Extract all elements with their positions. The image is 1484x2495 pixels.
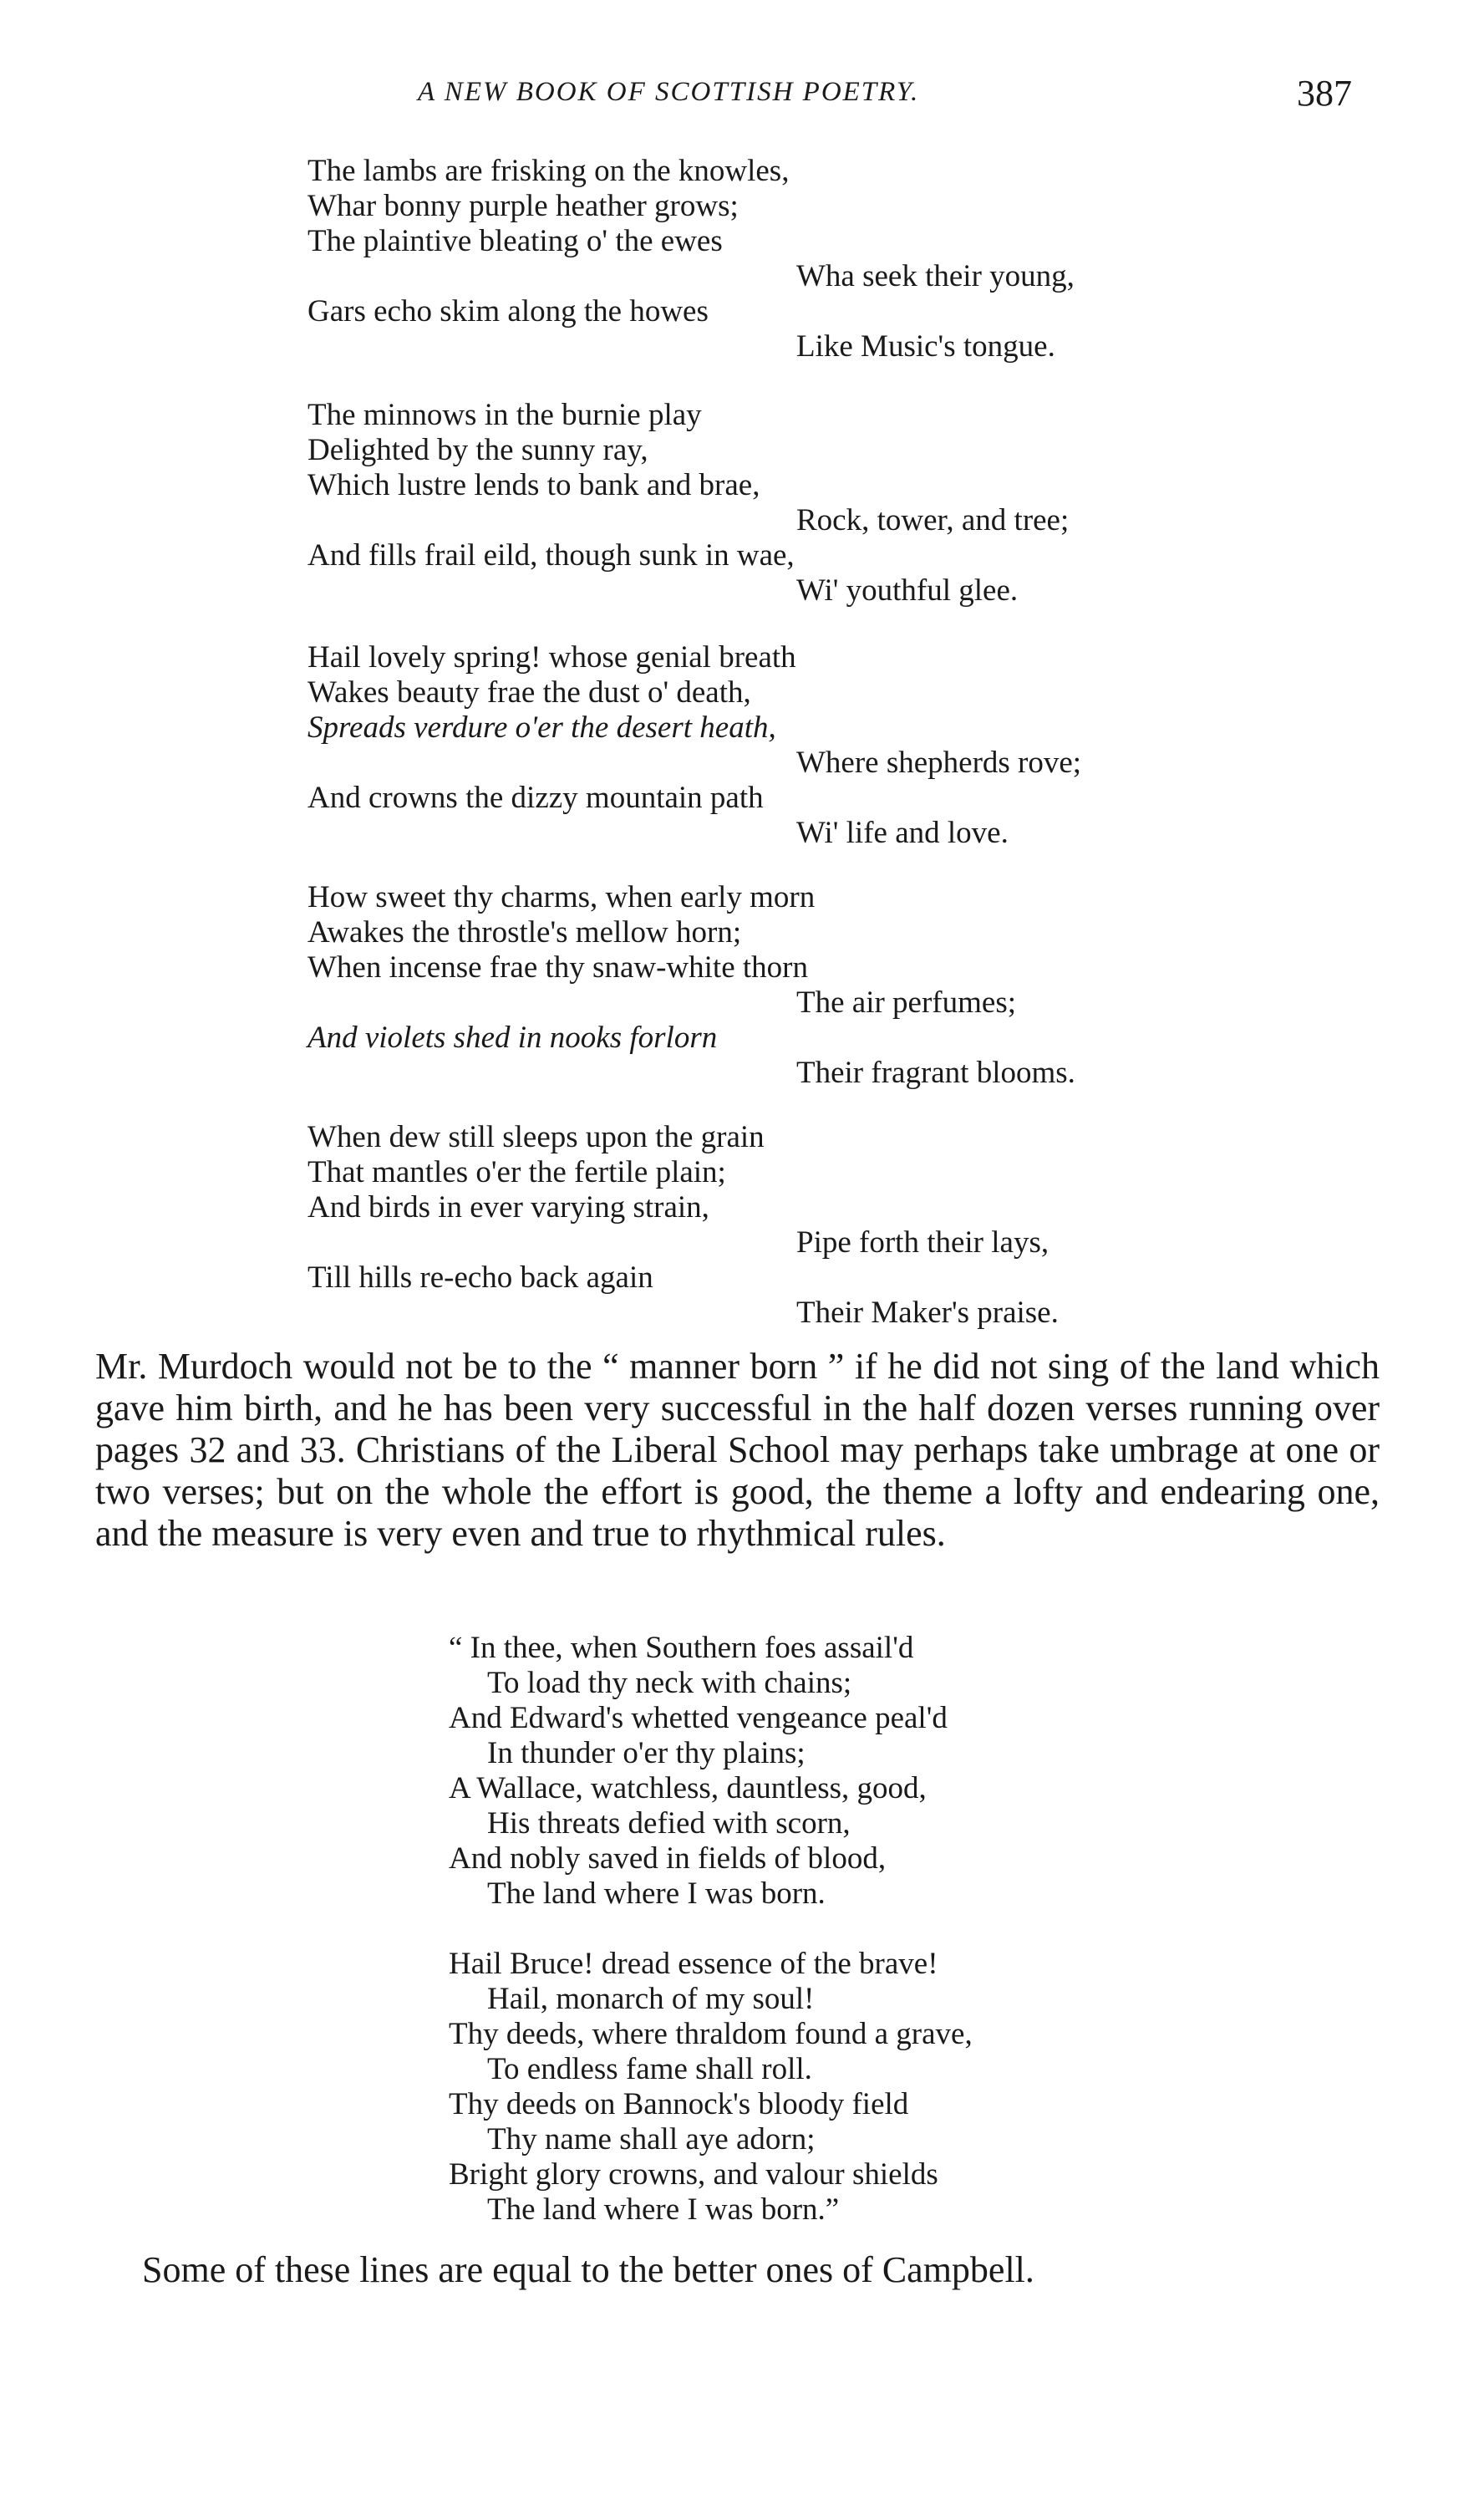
quoted-stanza-2	[449, 1947, 973, 2228]
commentary-paragraph: Mr. Murdoch would not be to the “ manner born ” if he did not sing of the land which gave him birth, and he has been very successful in the half dozen verses running over pages 32 and 33. Christians of the Liberal School may perhaps take umbrage at one or two verses; but on the whole the effort is good, the theme a lofty and endearing one, and the measure is very even and true to rhythmical rules.	[95, 1346, 1380, 1554]
quote-line: And Edward's whetted vengeance peal'd	[449, 1701, 948, 1735]
poem-line-refrain: Wi' life and love.	[796, 816, 1009, 850]
quote-line: The land where I was born.	[487, 1876, 826, 1911]
poem-line: Spreads verdure o'er the desert heath,	[307, 710, 776, 745]
poem-line: And violets shed in nooks forlorn	[307, 1021, 718, 1055]
poem-line-refrain: The air perfumes;	[796, 985, 1016, 1020]
poem-line: Wakes beauty frae the dust o' death,	[307, 675, 751, 710]
quote-line: A Wallace, watchless, dauntless, good,	[449, 1771, 927, 1805]
poem-line: When dew still sleeps upon the grain	[307, 1120, 765, 1154]
quoted-stanza-1	[449, 1631, 973, 1912]
poem-stanza-3	[307, 640, 1081, 851]
poem-line: When incense frae thy snaw-white thorn	[307, 950, 808, 985]
poem-line: How sweet thy charms, when early morn	[307, 880, 816, 914]
poem-line: Which lustre lends to bank and brae,	[307, 468, 760, 502]
quote-line: Hail Bruce! dread essence of the brave!	[449, 1947, 938, 1981]
poem-line-refrain: Their Maker's praise.	[796, 1296, 1059, 1330]
quote-line: Thy deeds, where thraldom found a grave,	[449, 2017, 973, 2051]
poem-stanza-1	[307, 154, 1075, 364]
poem-line: That mantles o'er the fertile plain;	[307, 1155, 726, 1189]
poem-line-refrain: Rock, tower, and tree;	[796, 503, 1070, 537]
poem-line: Hail lovely spring! whose genial breath	[307, 640, 796, 675]
quote-line: His threats defied with scorn,	[487, 1806, 851, 1841]
poem-stanza-4	[307, 880, 1075, 1091]
poem-line-refrain: Where shepherds rove;	[796, 746, 1082, 780]
quoted-poem	[449, 1631, 973, 2228]
running-title: A NEW BOOK OF SCOTTISH POETRY.	[418, 77, 920, 107]
poem-line: Till hills re-echo back again	[307, 1260, 653, 1295]
poem-stanza-2	[307, 398, 1069, 608]
poem-line: Awakes the throstle's mellow horn;	[307, 915, 742, 950]
running-head	[0, 73, 1484, 127]
poem-line-refrain: Their fragrant blooms.	[796, 1056, 1075, 1090]
poem-line: The lambs are frisking on the knowles,	[307, 154, 790, 188]
poem-line: And crowns the dizzy mountain path	[307, 781, 764, 815]
closing-sentence: Some of these lines are equal to the better ones of Campbell.	[142, 2249, 1034, 2290]
quote-line: Thy name shall aye adorn;	[487, 2122, 816, 2156]
poem-line-refrain: Like Music's tongue.	[796, 329, 1055, 364]
quote-line: In thunder o'er thy plains;	[487, 1736, 806, 1770]
poem-line: Gars echo skim along the howes	[307, 294, 709, 328]
poem-line: Whar bonny purple heather grows;	[307, 189, 739, 223]
poem-line: And birds in ever varying strain,	[307, 1190, 709, 1225]
poem-line-refrain: Wha seek their young,	[796, 259, 1075, 293]
poem-line-refrain: Pipe forth their lays,	[796, 1225, 1049, 1260]
poem-line: Delighted by the sunny ray,	[307, 433, 648, 467]
poem-line-refrain: Wi' youthful glee.	[796, 573, 1019, 608]
quote-line: Thy deeds on Bannock's bloody field	[449, 2087, 909, 2121]
quote-line: To endless fame shall roll.	[487, 2052, 812, 2086]
quote-line: “ In thee, when Southern foes assail'd	[449, 1631, 914, 1665]
quote-line: Hail, monarch of my soul!	[487, 1982, 815, 2016]
poem-line: And fills frail eild, though sunk in wae,	[307, 538, 795, 573]
poem-stanza-5	[307, 1120, 1059, 1331]
quote-line: To load thy neck with chains;	[487, 1666, 852, 1700]
quote-line: And nobly saved in fields of blood,	[449, 1841, 887, 1876]
poem-line: The minnows in the burnie play	[307, 398, 702, 432]
poem-line: The plaintive bleating o' the ewes	[307, 224, 723, 258]
page-number: 387	[1297, 73, 1352, 114]
quote-line: The land where I was born.”	[487, 2192, 840, 2227]
quote-line: Bright glory crowns, and valour shields	[449, 2157, 938, 2192]
